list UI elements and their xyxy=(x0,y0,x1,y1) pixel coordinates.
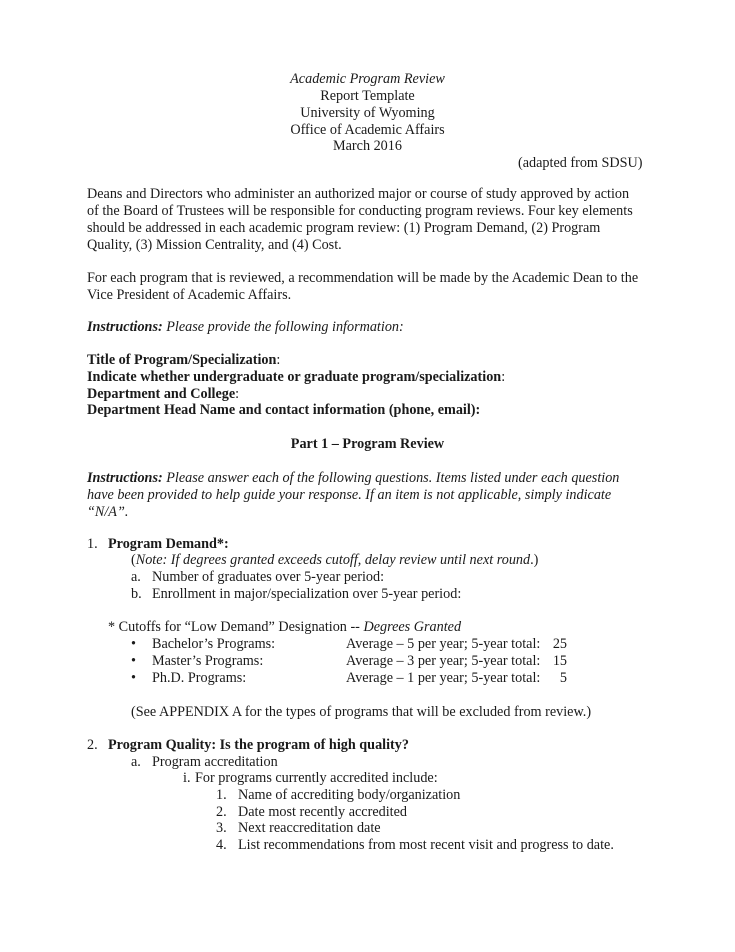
instructions-1 xyxy=(87,319,404,336)
q2-number: 2. xyxy=(87,737,98,753)
q2-list-text: List recommendations from most recent visit and progress to date. xyxy=(238,837,614,853)
q2-list-text: Name of accrediting body/organization xyxy=(238,787,461,803)
field-title: Title of Program/Specialization: xyxy=(87,352,281,368)
bullet-icon: • xyxy=(131,670,136,686)
q1-item-a-text: Number of graduates over 5-year period: xyxy=(152,569,385,585)
program-total: 15 xyxy=(552,653,567,669)
intro-line: of the Board of Trustees will be responsible for conducting program reviews. Four key elements xyxy=(87,203,633,219)
bullet-icon: • xyxy=(131,653,136,669)
program-detail: Average – 5 per year; 5-year total: xyxy=(346,636,541,652)
bullet-icon: • xyxy=(131,636,136,652)
program-name: Ph.D. Programs: xyxy=(152,670,247,686)
instructions-label: Instructions: xyxy=(87,319,163,335)
instructions-2: Instructions: Please answer each of the following questions. Items listed under each question have been provided to help guide your response. If an item is not applicable, simply indicate “N/A”. xyxy=(87,470,620,520)
intro-line: For each program that is reviewed, a recommendation will be made by the Academic Dean to the xyxy=(87,270,639,286)
instructions-text: Please provide the following information: xyxy=(162,319,404,335)
field-department: Department and College: xyxy=(87,386,240,402)
doc-subtitle: Report Template xyxy=(320,88,415,104)
intro-line: should be addressed in each academic program review: (1) Program Demand, (2) Program xyxy=(87,220,601,236)
appendix-note: (See APPENDIX A for the types of programs that will be excluded from review.) xyxy=(131,704,592,720)
doc-title: Academic Program Review xyxy=(290,71,445,87)
q2-subitem-i-label: i. xyxy=(183,770,191,786)
q2-subitem-i-text: For programs currently accredited include: xyxy=(195,770,438,786)
field-level: Indicate whether undergraduate or graduate program/specialization: xyxy=(87,369,506,385)
field-head-contact: Department Head Name and contact information (phone, email): xyxy=(87,402,481,418)
intro-line: Quality, (3) Mission Centrality, and (4) Cost. xyxy=(87,237,342,253)
intro-paragraph-2 xyxy=(87,270,657,304)
office-name: Office of Academic Affairs xyxy=(290,122,445,138)
q2-title: Program Quality: Is the program of high quality? xyxy=(108,737,409,753)
q2-list-label: 1. xyxy=(216,787,227,803)
q1-item-a-label: a. xyxy=(131,569,141,585)
q1-item-b-text: Enrollment in major/specialization over 5-year period: xyxy=(152,586,462,602)
instructions-label: Instructions: xyxy=(87,470,163,486)
intro-line: Deans and Directors who administer an authorized major or course of study approved by action xyxy=(87,186,630,202)
adapted-note: (adapted from SDSU) xyxy=(518,155,643,171)
program-name: Bachelor’s Programs: xyxy=(152,636,276,652)
university-name: University of Wyoming xyxy=(300,105,435,121)
q2-list-label: 4. xyxy=(216,837,227,853)
program-total: 5 xyxy=(559,670,567,686)
q1-note: (Note: If degrees granted exceeds cutoff, delay review until next round.) xyxy=(131,552,539,568)
q1-item-b-label: b. xyxy=(131,586,142,602)
q2-list-text: Date most recently accredited xyxy=(238,804,407,820)
q2-list-text: Next reaccreditation date xyxy=(238,820,381,836)
doc-date: March 2016 xyxy=(333,138,402,154)
q1-title: Program Demand*: xyxy=(108,536,229,552)
q1-number: 1. xyxy=(87,536,98,552)
program-detail: Average – 3 per year; 5-year total: xyxy=(346,653,541,669)
intro-line: Vice President of Academic Affairs. xyxy=(87,287,292,303)
intro-paragraph-1 xyxy=(87,186,657,254)
q2-item-a-text: Program accreditation xyxy=(152,754,278,770)
q2-list-label: 2. xyxy=(216,804,227,820)
program-name: Master’s Programs: xyxy=(152,653,264,669)
program-detail: Average – 1 per year; 5-year total: xyxy=(346,670,541,686)
cutoff-heading: * Cutoffs for “Low Demand” Designation -- Degrees Granted xyxy=(108,619,462,635)
q2-item-a-label: a. xyxy=(131,754,141,770)
part-1-heading: Part 1 – Program Review xyxy=(290,436,445,452)
q2-list-label: 3. xyxy=(216,820,227,836)
program-total: 25 xyxy=(552,636,567,652)
